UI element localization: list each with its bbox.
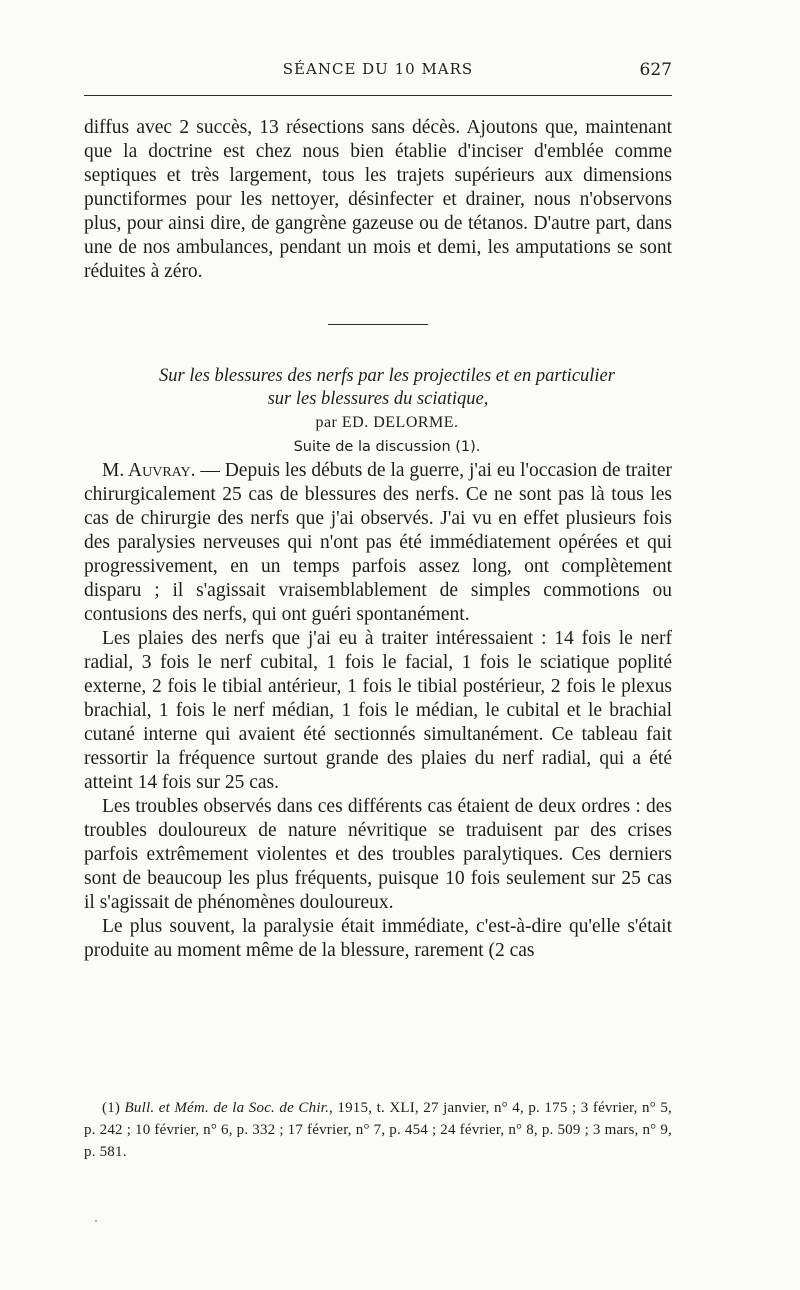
- running-title: SÉANCE DU 10 MARS: [282, 60, 474, 78]
- header-rule: [84, 95, 672, 96]
- print-speck: [95, 1220, 97, 1222]
- footnote-1: [84, 1097, 672, 1163]
- footnote-source: Bull. et Mém. de la Soc. de Chir.: [124, 1100, 330, 1116]
- article-title: [84, 365, 672, 411]
- article-author: par ED. DELORME.: [315, 414, 459, 431]
- article-title-line-2: sur les blessures du sciatique,: [267, 389, 489, 409]
- footnote-reference: , 1915, t. XLI, 27 janvier, n° 4, p. 175 ; 3 février, n° 5, p. 242 ; 10 février, n° 6, p. 332 ; 17 février, n° 7, p. 454 ; 24 février, n° 8, p. 509 ; 3 mars, n° 9, p. 581.: [84, 1100, 672, 1160]
- running-header: [84, 60, 672, 84]
- article-title-line-1: Sur les blessures des nerfs par les projectiles et en particulier: [159, 366, 615, 386]
- page-number: 627: [639, 60, 672, 80]
- paragraph-auvray-text: — Depuis les débuts de la guerre, j'ai eu l'occasion de traiter chirurgicalement 25 cas de blessures des nerfs. Ce ne sont pas là tous les cas de chirurgie des nerfs que j'ai observés. J'ai vu en effet plusieurs fois des paralysies nerveuses qui n'ont pas été immédiatement opérées et qui progressivement, en un temps parfois assez long, ont complètement disparu ; il s'agissait vraisemblablement de simples commotions ou contusions des nerfs, qui ont guéri spontanément.: [84, 460, 672, 625]
- paragraph-auvray: [84, 459, 672, 627]
- paragraph-troubles: Les troubles observés dans ces différents cas étaient de deux ordres : des troubles douloureux de nature névritique se traduisent par des crises parfois extrêmement violentes et des troubles paralytiques. Ces derniers sont de beaucoup les plus fréquents, puisque 10 fois seulement sur 25 cas il s'agissait de phénomènes douloureux.: [84, 796, 672, 913]
- footnote: [84, 1097, 672, 1163]
- speaker-name: M. Auvray.: [102, 460, 196, 481]
- section-separator: [328, 324, 428, 325]
- body-text: [84, 116, 672, 963]
- paragraph-continuation: diffus avec 2 succès, 13 résections sans décès. Ajoutons que, maintenant que la doctrine est chez nous bien établie d'inciser d'emblée comme septiques et très largement, tous les trajets supérieurs aux dimensions punctiformes pour les nettoyer, désinfecter et drainer, nous n'observons plus, pour ainsi dire, de gangrène gazeuse ou de tétanos. D'autre part, dans une de nos ambulances, pendant un mois et demi, les amputations se sont réduites à zéro.: [84, 117, 672, 282]
- paragraph-paralysie: Le plus souvent, la paralysie était immédiate, c'est-à-dire qu'elle s'était produite au moment même de la blessure, rarement (2 cas: [84, 916, 672, 961]
- discussion-note: Suite de la discussion (1).: [293, 439, 481, 455]
- footnote-marker: (1): [102, 1100, 125, 1116]
- paragraph-plaies: Les plaies des nerfs que j'ai eu à traiter intéressaient : 14 fois le nerf radial, 3 fois le nerf cubital, 1 fois le facial, 1 fois le sciatique poplité externe, 2 fois le tibial antérieur, 1 fois le tibial postérieur, 2 fois le plexus brachial, 1 fois le nerf médian, 1 fois le médian, le cubital et le brachial cutané interne qui avaient été sectionnés simultanément. Ce tableau fait ressortir la fréquence surtout grande des plaies du nerf radial, qui a été atteint 14 fois sur 25 cas.: [84, 628, 672, 793]
